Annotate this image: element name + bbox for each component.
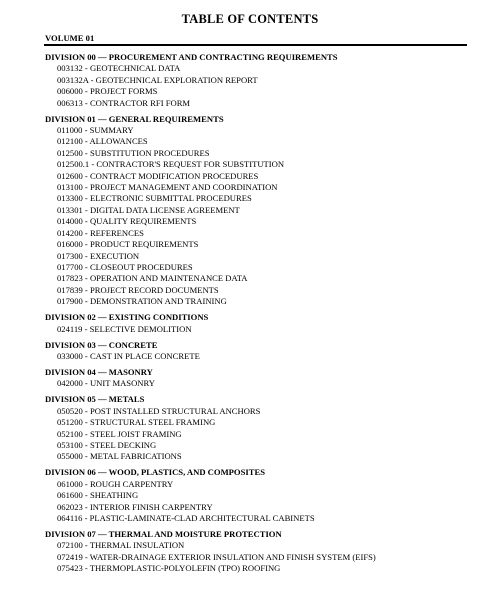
division-heading: DIVISION 07 — THERMAL AND MOISTURE PROTECTION: [45, 529, 282, 539]
division-heading: DIVISION 05 — METALS: [45, 394, 145, 405]
section-entry: 012100 - ALLOWANCES: [57, 136, 148, 147]
section-entry: 017900 - DEMONSTRATION AND TRAINING: [57, 296, 227, 307]
section-entry: 050520 - POST INSTALLED STRUCTURAL ANCHORS: [57, 405, 261, 416]
section-entry: 061000 - ROUGH CARPENTRY: [57, 478, 174, 489]
division-block: [45, 467, 485, 524]
section-entry: 012500.1 - CONTRACTOR'S REQUEST FOR SUBSTITUTION: [57, 159, 285, 170]
section-entry: 024119 - SELECTIVE DEMOLITION: [57, 323, 192, 334]
section-entry: 011000 - SUMMARY: [57, 125, 134, 136]
section-entry: 062023 - INTERIOR FINISH CARPENTRY: [57, 501, 213, 512]
division-heading: DIVISION 01 — GENERAL REQUIREMENTS: [45, 113, 224, 124]
section-entry: 006313 - CONTRACTOR RFI FORM: [57, 97, 191, 108]
section-entry: 042000 - UNIT MASONRY: [57, 378, 155, 389]
division-heading: DIVISION 02 — EXISTING CONDITIONS: [45, 312, 209, 323]
division-block: [45, 529, 485, 575]
section-entry: 064116 - PLASTIC-LAMINATE-CLAD ARCHITECTURAL CABINETS: [57, 513, 315, 523]
section-entry: 014000 - QUALITY REQUIREMENTS: [57, 216, 197, 227]
section-entry: 012500 - SUBSTITUTION PROCEDURES: [57, 147, 210, 158]
division-heading: DIVISION 03 — CONCRETE: [45, 339, 158, 350]
section-entry: 051200 - STRUCTURAL STEEL FRAMING: [57, 417, 216, 428]
section-entry: 017823 - OPERATION AND MAINTENANCE DATA: [57, 273, 248, 284]
table-of-contents: [45, 52, 485, 579]
section-entry: 012600 - CONTRACT MODIFICATION PROCEDURES: [57, 170, 259, 181]
division-heading: DIVISION 04 — MASONRY: [45, 366, 153, 377]
section-entry: 013301 - DIGITAL DATA LICENSE AGREEMENT: [57, 204, 240, 215]
section-entry: 072419 - WATER-DRAINAGE EXTERIOR INSULATION AND FINISH SYSTEM (EIFS): [57, 551, 376, 562]
division-block: [45, 52, 485, 109]
section-entry: 017700 - CLOSEOUT PROCEDURES: [57, 261, 193, 272]
section-entry: 055000 - METAL FABRICATIONS: [57, 451, 182, 462]
volume-label: VOLUME 01: [45, 33, 95, 43]
section-entry: 072100 - THERMAL INSULATION: [57, 540, 185, 551]
section-entry: 014200 - REFERENCES: [57, 227, 144, 238]
division-block: [45, 312, 485, 335]
page-title: TABLE OF CONTENTS: [181, 12, 319, 26]
section-entry: 052100 - STEEL JOIST FRAMING: [57, 428, 182, 439]
division-heading: DIVISION 00 — PROCUREMENT AND CONTRACTING REQUIREMENTS: [45, 52, 338, 62]
section-entry: 006000 - PROJECT FORMS: [57, 86, 158, 97]
section-entry: 016000 - PRODUCT REQUIREMENTS: [57, 239, 199, 250]
header-rule: [44, 44, 467, 46]
section-entry: 003132A - GEOTECHNICAL EXPLORATION REPORT: [57, 74, 258, 85]
section-entry: 017839 - PROJECT RECORD DOCUMENTS: [57, 284, 219, 295]
division-heading: DIVISION 06 — WOOD, PLASTICS, AND COMPOSITES: [45, 467, 265, 478]
section-entry: 003132 - GEOTECHNICAL DATA: [57, 63, 181, 74]
section-entry: 075423 - THERMOPLASTIC-POLYOLEFIN (TPO) ROOFING: [57, 563, 281, 574]
division-block: [45, 114, 485, 308]
section-entry: 061600 - SHEATHING: [57, 490, 139, 501]
division-block: [45, 367, 485, 390]
section-entry: 033000 - CAST IN PLACE CONCRETE: [57, 350, 200, 361]
division-block: [45, 340, 485, 363]
section-entry: 017300 - EXECUTION: [57, 250, 140, 261]
section-entry: 013300 - ELECTRONIC SUBMITTAL PROCEDURES: [57, 193, 252, 204]
division-block: [45, 394, 485, 462]
section-entry: 013100 - PROJECT MANAGEMENT AND COORDINATION: [57, 182, 278, 193]
section-entry: 053100 - STEEL DECKING: [57, 439, 157, 450]
